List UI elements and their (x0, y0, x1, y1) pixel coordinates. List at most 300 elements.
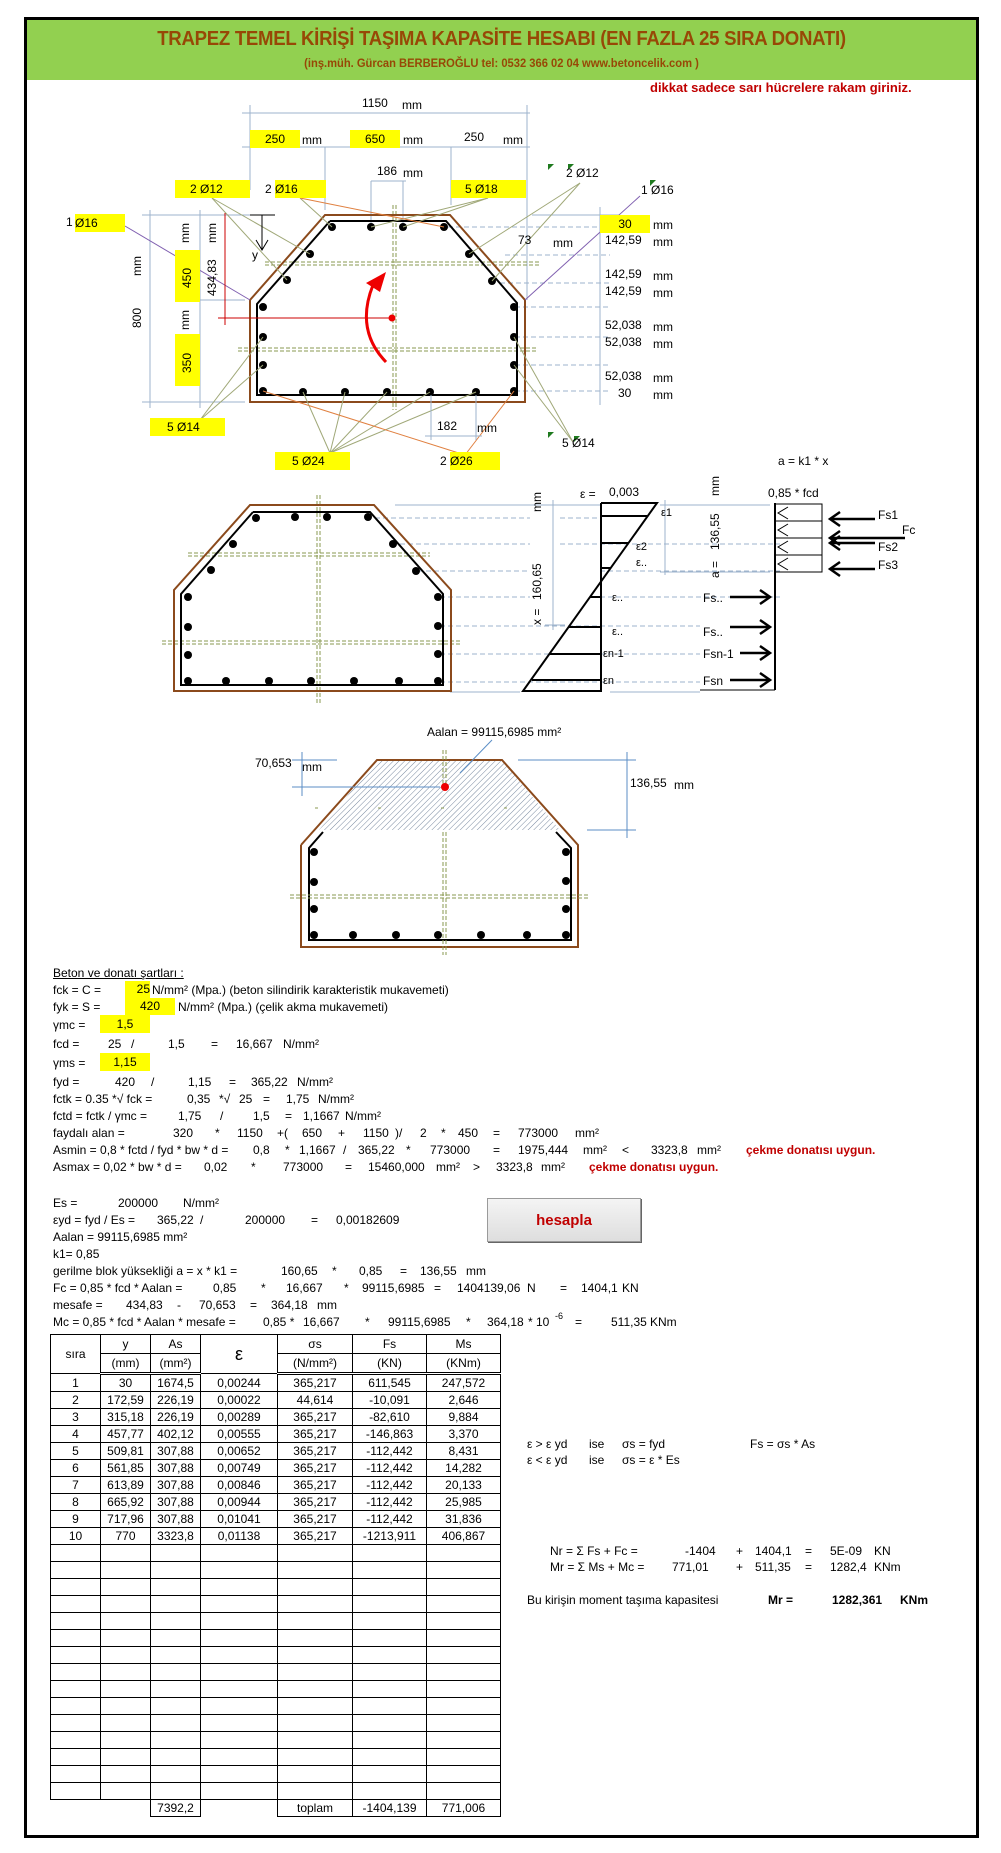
x-label: x = (530, 608, 544, 625)
gms-input[interactable]: 1,15 (100, 1053, 150, 1071)
unit-fs: (KN) (353, 1354, 427, 1374)
rule-2: ε < ε yd ise σs = ε * Es (527, 1453, 680, 1467)
top-mid-bar-count: 2 (265, 182, 272, 196)
table-row (51, 1647, 501, 1664)
table-row (51, 1426, 501, 1443)
table-cell: 0,00022 (201, 1392, 278, 1409)
col-header-epsilon: ε (201, 1335, 278, 1374)
table-cell: 30 (101, 1374, 151, 1392)
aalan-label: Aalan = 99115,6985 mm² (427, 725, 562, 739)
table-cell: -10,091 (353, 1392, 427, 1409)
bottom-corner-bar-count: 2 (440, 454, 447, 468)
left-side-bar-input[interactable]: 5 Ø14 (150, 418, 225, 436)
table-row (51, 1460, 501, 1477)
force-label-2: Fs.. (703, 625, 723, 639)
table-cell (151, 1562, 201, 1579)
table-row (51, 1562, 501, 1579)
table-cell: 365,217 (278, 1511, 353, 1528)
table-cell (278, 1698, 353, 1715)
table-cell (201, 1579, 278, 1596)
table-cell (151, 1715, 201, 1732)
table-cell (353, 1562, 427, 1579)
empty-cell (201, 1800, 278, 1817)
row-spacing-unit: mm (653, 269, 673, 283)
table-cell (278, 1545, 353, 1562)
table-cell (101, 1630, 151, 1647)
centroid-depth-value: 70,653 (255, 756, 292, 770)
chamfer-unit: mm (553, 236, 573, 250)
table-cell (101, 1664, 151, 1681)
table-cell: 2,646 (427, 1392, 501, 1409)
bottom-corner-bar-input[interactable]: Ø26 (450, 452, 500, 470)
force-fs2: Fs2 (878, 540, 899, 554)
table-cell (427, 1749, 501, 1766)
table-cell: 365,217 (278, 1494, 353, 1511)
table-cell (101, 1681, 151, 1698)
table-cell: 10 (51, 1528, 101, 1545)
table-cell (278, 1681, 353, 1698)
aalan-line: Aalan = 99115,6985 mm² (53, 1230, 188, 1244)
table-cell (101, 1732, 151, 1749)
asmin-ok-status: çekme donatısı uygun. (746, 1143, 876, 1157)
table-row (51, 1698, 501, 1715)
bar-spacing-unit: mm (403, 166, 423, 180)
bottom-bar-input[interactable]: 5 Ø24 (275, 452, 350, 470)
table-cell (151, 1749, 201, 1766)
force-fs1: Fs1 (878, 508, 899, 522)
table-cell (51, 1596, 101, 1613)
force-fs3: Fs3 (878, 558, 899, 572)
table-cell (51, 1732, 101, 1749)
table-cell: 0,00846 (201, 1477, 278, 1494)
row-spacing-unit: mm (653, 388, 673, 402)
table-cell (427, 1579, 501, 1596)
right-width-unit: mm (503, 133, 523, 147)
col-header-y: y (101, 1335, 151, 1354)
table-row (51, 1783, 501, 1800)
table-cell: -112,442 (353, 1511, 427, 1528)
author-line: (inş.müh. Gürcan BERBEROĞLU tel: 0532 366 02 04 www.betoncelik.com ) (304, 56, 699, 70)
table-cell (101, 1562, 151, 1579)
gmc-input[interactable]: 1,5 (100, 1015, 150, 1033)
table-cell (278, 1732, 353, 1749)
table-cell (151, 1664, 201, 1681)
table-cell (151, 1545, 201, 1562)
table-cell: 0,01138 (201, 1528, 278, 1545)
force-label-1: Fs.. (703, 591, 723, 605)
table-cell: 0,00289 (201, 1409, 278, 1426)
table-cell: 0,00244 (201, 1374, 278, 1392)
table-cell (51, 1562, 101, 1579)
top-left-bar-input[interactable]: 2 Ø12 (175, 180, 250, 198)
section3-drawing (290, 740, 636, 955)
table-cell: 172,59 (101, 1392, 151, 1409)
table-cell: 406,867 (427, 1528, 501, 1545)
table-cell: 365,217 (278, 1374, 353, 1392)
table-cell (101, 1647, 151, 1664)
row-spacing-unit: mm (653, 235, 673, 249)
table-cell (427, 1630, 501, 1647)
table-cell (278, 1562, 353, 1579)
fyk-note: N/mm² (Mpa.) (çelik akma mukavemeti) (178, 1000, 389, 1014)
unit-ms: (KNm) (427, 1354, 501, 1374)
table-cell (201, 1681, 278, 1698)
table-cell (427, 1715, 501, 1732)
table-cell: 0,00555 (201, 1426, 278, 1443)
capacity-line: Bu kirişin moment taşıma kapasitesi Mr = 1282,361 KNm (527, 1593, 929, 1607)
table-cell (427, 1562, 501, 1579)
a-formula: a = k1 * x (778, 454, 829, 468)
cover-input[interactable]: 30 (600, 215, 650, 233)
table-cell: 226,19 (151, 1392, 201, 1409)
table-cell: 3323,8 (151, 1528, 201, 1545)
table-row (51, 1409, 501, 1426)
table-cell (201, 1698, 278, 1715)
table-cell (201, 1562, 278, 1579)
bottom-spacing-unit: mm (477, 421, 497, 435)
table-cell: 247,572 (427, 1374, 501, 1392)
table-cell: 3 (51, 1409, 101, 1426)
table-cell (101, 1613, 151, 1630)
table-cell (51, 1749, 101, 1766)
fcd-line: fcd = 25 / 1,5 = 16,667 N/mm² (53, 1037, 319, 1051)
table-cell (353, 1647, 427, 1664)
row-spacing-4: 52,038 (605, 318, 642, 332)
table-row (51, 1749, 501, 1766)
table-cell (427, 1681, 501, 1698)
table-row (51, 1613, 501, 1630)
table-cell (353, 1749, 427, 1766)
table-cell (201, 1630, 278, 1647)
table-cell: 402,12 (151, 1426, 201, 1443)
row-spacing-5: 52,038 (605, 335, 642, 349)
table-cell (353, 1613, 427, 1630)
x-unit: mm (530, 492, 544, 512)
table-cell (427, 1766, 501, 1783)
fctd-line: fctd = fctk / γmc = 1,75 / 1,5 = 1,1667 N/mm² (53, 1109, 381, 1123)
total-cell: 7392,2 (151, 1800, 201, 1817)
table-cell: 31,836 (427, 1511, 501, 1528)
total-height-unit: mm (130, 256, 144, 276)
mc-line: Mc = 0,85 * fcd * Aalan * mesafe = 0,85 * 16,667 * 99115,6985 * 364,18 * 10 -6 = 511,35 KNm (53, 1311, 677, 1329)
table-cell (51, 1579, 101, 1596)
block-height-value: 136,55 (630, 776, 667, 790)
table-cell (427, 1698, 501, 1715)
table-cell (278, 1630, 353, 1647)
table-cell: 9 (51, 1511, 101, 1528)
table-cell (51, 1783, 101, 1800)
right-side-bar-label: 5 Ø14 (562, 436, 595, 450)
table-cell: 509,81 (101, 1443, 151, 1460)
table-cell: 6 (51, 1460, 101, 1477)
table-cell (353, 1664, 427, 1681)
table-cell: 307,88 (151, 1494, 201, 1511)
table-cell: 3,370 (427, 1426, 501, 1443)
centroid-distance-unit: mm (205, 223, 219, 243)
chamfer-value: 73 (518, 233, 532, 247)
cover-unit: mm (653, 218, 673, 232)
table-row (51, 1545, 501, 1562)
empty-cell (51, 1800, 101, 1817)
upper-height-unit: mm (178, 223, 192, 243)
table-cell (51, 1766, 101, 1783)
mid-width-unit: mm (403, 133, 423, 147)
strain-4: ε.. (612, 592, 624, 604)
strain-top-label: ε = (580, 487, 596, 501)
table-cell (101, 1766, 151, 1783)
block-height-line: gerilme blok yüksekliği a = x * k1 = 160,65 * 0,85 = 136,55 mm (53, 1264, 486, 1278)
table-cell (278, 1596, 353, 1613)
table-row (51, 1579, 501, 1596)
left-corner-bar-count: 1 (66, 215, 73, 229)
table-cell: -112,442 (353, 1443, 427, 1460)
table-row (51, 1392, 501, 1409)
strain-1: ε1 (661, 507, 673, 519)
asmax-ok-status: çekme donatısı uygun. (589, 1160, 719, 1174)
table-cell: 561,85 (101, 1460, 151, 1477)
table-cell: 611,545 (353, 1374, 427, 1392)
table-cell (151, 1579, 201, 1596)
table-cell (51, 1545, 101, 1562)
table-cell (353, 1681, 427, 1698)
table-total-row (51, 1800, 501, 1817)
block-height-unit: mm (674, 778, 694, 792)
table-cell (353, 1783, 427, 1800)
left-width-input[interactable]: 250 (250, 130, 300, 148)
force-label-n: Fsn (703, 674, 724, 688)
area-line: faydalı alan = 320 * 1150 +( 650 + 1150 )/ 2 * 450 = 773000 mm² (53, 1126, 599, 1140)
table-cell (278, 1613, 353, 1630)
row-spacing-6: 52,038 (605, 369, 642, 383)
table-row (51, 1766, 501, 1783)
top-right-bar-input[interactable]: 5 Ø18 (451, 180, 526, 198)
strain-n: εn (603, 675, 615, 687)
table-cell: 44,614 (278, 1392, 353, 1409)
es-line: Es = 200000 N/mm² (53, 1196, 219, 1210)
rule-1: ε > ε yd ise σs = fyd Fs = σs * As (527, 1437, 816, 1451)
table-cell: 226,19 (151, 1409, 201, 1426)
table-cell (278, 1783, 353, 1800)
fyk-label: fyk = S = (53, 1000, 101, 1014)
fyd-line: fyd = 420 / 1,15 = 365,22 N/mm² (53, 1075, 333, 1089)
col-header-sira: sıra (51, 1335, 101, 1374)
table-cell: 8,431 (427, 1443, 501, 1460)
table-cell (427, 1664, 501, 1681)
fck-label: fck = C = (53, 983, 102, 997)
centroid-distance-value: 434,83 (205, 259, 219, 296)
mid-width-input[interactable]: 650 (350, 130, 400, 148)
gmc-label: γmc = (53, 1018, 86, 1032)
table-cell (201, 1664, 278, 1681)
total-width-value: 1150 (362, 96, 388, 110)
table-cell (201, 1783, 278, 1800)
total-cell: -1404,139 (353, 1800, 427, 1817)
asmax-line: Asmax = 0,02 * bw * d = 0,02 * 773000 = 15460,000 mm² > 3323,8 mm² çekme donatısı uygun. (53, 1160, 719, 1174)
table-cell (101, 1783, 151, 1800)
centroid-depth-unit: mm (302, 760, 322, 774)
right-width-value: 250 (464, 130, 485, 144)
table-cell: -1213,911 (353, 1528, 427, 1545)
table-cell (201, 1613, 278, 1630)
total-cell: 771,006 (427, 1800, 501, 1817)
table-cell (353, 1732, 427, 1749)
table-cell: 365,217 (278, 1460, 353, 1477)
table-cell: 307,88 (151, 1477, 201, 1494)
strain-3: ε.. (636, 557, 648, 569)
table-cell (51, 1647, 101, 1664)
right-corner-bar-label: 1 Ø16 (641, 183, 674, 197)
table-cell: 25,985 (427, 1494, 501, 1511)
table-cell (101, 1698, 151, 1715)
table-row (51, 1664, 501, 1681)
total-height-value: 800 (130, 307, 144, 328)
strain-2: ε2 (636, 541, 648, 553)
table-cell (101, 1545, 151, 1562)
table-cell (151, 1647, 201, 1664)
table-cell (353, 1715, 427, 1732)
table-cell: 365,217 (278, 1443, 353, 1460)
top-mid-bar-input[interactable]: Ø16 (275, 180, 326, 198)
table-cell (201, 1545, 278, 1562)
table-cell: 307,88 (151, 1511, 201, 1528)
row-spacing-unit: mm (653, 337, 673, 351)
a-label: a = (708, 560, 722, 578)
row-spacing-unit: mm (653, 286, 673, 300)
table-row (51, 1732, 501, 1749)
fck-input[interactable]: 25 (125, 981, 150, 998)
table-cell (151, 1783, 201, 1800)
a-unit: mm (708, 476, 722, 496)
col-header-sigma: σs (278, 1335, 353, 1354)
table-cell (201, 1732, 278, 1749)
table-cell (151, 1596, 201, 1613)
table-cell (201, 1647, 278, 1664)
row-spacing-2: 142,59 (605, 267, 642, 281)
table-cell (51, 1681, 101, 1698)
bottom-spacing-value: 182 (437, 419, 458, 433)
table-cell (51, 1664, 101, 1681)
table-cell (427, 1647, 501, 1664)
table-cell (201, 1596, 278, 1613)
mr-line: Mr = Σ Ms + Mc = 771,01 + 511,35 = 1282,4 KNm (550, 1560, 901, 1574)
a-value: 136,55 (708, 513, 722, 550)
table-cell: 2 (51, 1392, 101, 1409)
table-cell (353, 1630, 427, 1647)
table-row (51, 1528, 501, 1545)
fck-note: N/mm² (Mpa.) (beton silindirik karakteristik mukavemeti) (152, 983, 449, 997)
table-cell (201, 1766, 278, 1783)
table-cell: 9,884 (427, 1409, 501, 1426)
table-cell (278, 1579, 353, 1596)
table-cell: 20,133 (427, 1477, 501, 1494)
table-cell: 0,01041 (201, 1511, 278, 1528)
table-cell (427, 1783, 501, 1800)
row-spacing-unit: mm (653, 320, 673, 334)
table-row (51, 1630, 501, 1647)
total-width-unit: mm (402, 98, 422, 112)
col-header-as: As (151, 1335, 201, 1354)
x-value: 160,65 (530, 563, 544, 600)
table-cell (101, 1715, 151, 1732)
table-cell: 307,88 (151, 1443, 201, 1460)
table-cell (353, 1596, 427, 1613)
table-cell: 14,282 (427, 1460, 501, 1477)
strain-5: ε.. (612, 626, 624, 638)
table-cell (353, 1698, 427, 1715)
table-cell: 665,92 (101, 1494, 151, 1511)
table-cell (427, 1596, 501, 1613)
table-cell (151, 1698, 201, 1715)
table-cell: 5 (51, 1443, 101, 1460)
table-cell (101, 1579, 151, 1596)
table-row (51, 1715, 501, 1732)
fcd-block-label: 0,85 * fcd (768, 486, 819, 500)
table-cell: -146,863 (353, 1426, 427, 1443)
col-header-ms: Ms (427, 1335, 501, 1354)
table-cell (201, 1749, 278, 1766)
table-cell (427, 1613, 501, 1630)
row-spacing-3: 142,59 (605, 284, 642, 298)
strain-top-value: 0,003 (609, 485, 640, 499)
table-row (51, 1596, 501, 1613)
table-cell (51, 1613, 101, 1630)
upper-height-value: 450 (180, 267, 194, 288)
table-cell: -112,442 (353, 1477, 427, 1494)
eyd-line: εyd = fyd / Es = 365,22 / 200000 = 0,00182609 (53, 1213, 400, 1227)
warning-text: dikkat sadece sarı hücrelere rakam giriniz. (650, 80, 912, 95)
table-cell (151, 1766, 201, 1783)
table-cell (151, 1681, 201, 1698)
y-axis-label: y (252, 248, 258, 262)
mesafe-line: mesafe = 434,83 - 70,653 = 364,18 mm (53, 1298, 337, 1312)
table-cell (353, 1579, 427, 1596)
table-cell (101, 1596, 151, 1613)
conditions-heading: Beton ve donatı şartları : (53, 966, 184, 980)
table-cell (278, 1715, 353, 1732)
table-row (51, 1681, 501, 1698)
unit-sigma: (N/mm²) (278, 1354, 353, 1374)
table-cell: 770 (101, 1528, 151, 1545)
row-spacing-unit: mm (653, 371, 673, 385)
table-cell (51, 1698, 101, 1715)
nr-line: Nr = Σ Fs + Fc = -1404 + 1404,1 = 5E-09 KN (550, 1544, 891, 1558)
force-label-n-1: Fsn-1 (703, 647, 734, 661)
col-header-fs: Fs (353, 1335, 427, 1354)
hesapla-button[interactable]: hesapla (487, 1198, 641, 1242)
table-cell: 0,00944 (201, 1494, 278, 1511)
table-cell (427, 1545, 501, 1562)
table-cell (427, 1732, 501, 1749)
unit-y: (mm) (101, 1354, 151, 1374)
page-title: TRAPEZ TEMEL KİRİŞİ TAŞIMA KAPASİTE HESABI (EN FAZLA 25 SIRA DONATI) (157, 28, 846, 50)
table-cell: -112,442 (353, 1494, 427, 1511)
gms-label: γms = (53, 1056, 86, 1070)
strain-n-1: εn-1 (603, 648, 624, 660)
k1-line: k1= 0,85 (53, 1247, 100, 1261)
table-cell: 7 (51, 1477, 101, 1494)
table-cell: 717,96 (101, 1511, 151, 1528)
table-cell: 613,89 (101, 1477, 151, 1494)
table-row (51, 1494, 501, 1511)
asmin-line: Asmin = 0,8 * fctd / fyd * bw * d = 0,8 * 1,1667 / 365,22 * 773000 = 1975,444 mm² < 3323,8 mm² çekme donatısı uygun. (53, 1143, 876, 1157)
row-spacing-1: 142,59 (605, 233, 642, 247)
table-cell (151, 1732, 201, 1749)
fyk-input[interactable]: 420 (125, 998, 175, 1015)
lower-height-value: 350 (180, 352, 194, 373)
table-row (51, 1443, 501, 1460)
table-cell: -82,610 (353, 1409, 427, 1426)
left-corner-bar-input[interactable]: Ø16 (75, 214, 125, 232)
